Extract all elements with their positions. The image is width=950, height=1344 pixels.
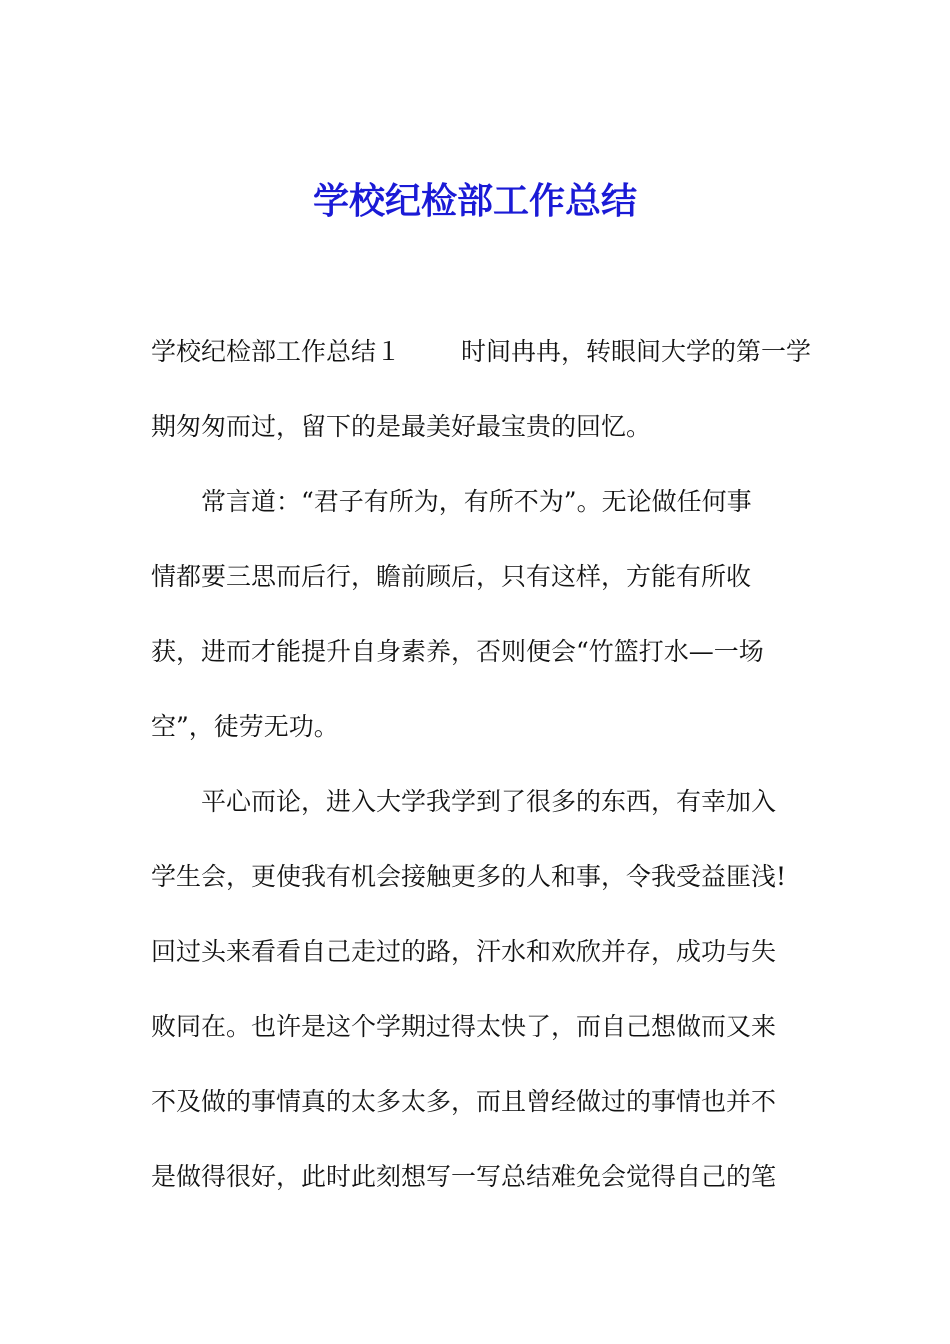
- paragraph-line: 情都要三思而后行，瞻前顾后，只有这样，方能有所收: [151, 562, 752, 591]
- section-heading: 学校纪检部工作总结１: [151, 337, 402, 366]
- document-title: 学校纪检部工作总结: [312, 181, 637, 222]
- paragraph-line: 空”，徒劳无功。: [151, 712, 339, 741]
- paragraph-line: 期匆匆而过，留下的是最美好最宝贵的回忆。: [151, 412, 652, 441]
- paragraph-line: 不及做的事情真的太多太多，而且曾经做过的事情也并不: [151, 1087, 777, 1116]
- paragraph-line: 是做得很好，此时此刻想写一写总结难免会觉得自己的笔: [151, 1162, 777, 1191]
- paragraph-line: 平心而论，进入大学我学到了很多的东西，有幸加入: [201, 787, 777, 816]
- paragraph-line: 败同在。也许是这个学期过得太快了，而自己想做而又来: [151, 1012, 777, 1041]
- paragraph-line: 获，进而才能提升自身素养，否则便会“竹篮打水—一场: [151, 637, 764, 666]
- paragraph-line: [151, 334, 811, 370]
- paragraph-line: 学生会，更使我有机会接触更多的人和事，令我受益匪浅!: [151, 862, 787, 891]
- paragraph-line: 常言道：“君子有所为，有所不为”。无论做任何事: [201, 487, 752, 516]
- paragraph-text: 时间冉冉，转眼间大学的第一学: [461, 337, 812, 366]
- paragraph-line: 回过头来看看自己走过的路，汗水和欢欣并存，成功与失: [151, 937, 777, 966]
